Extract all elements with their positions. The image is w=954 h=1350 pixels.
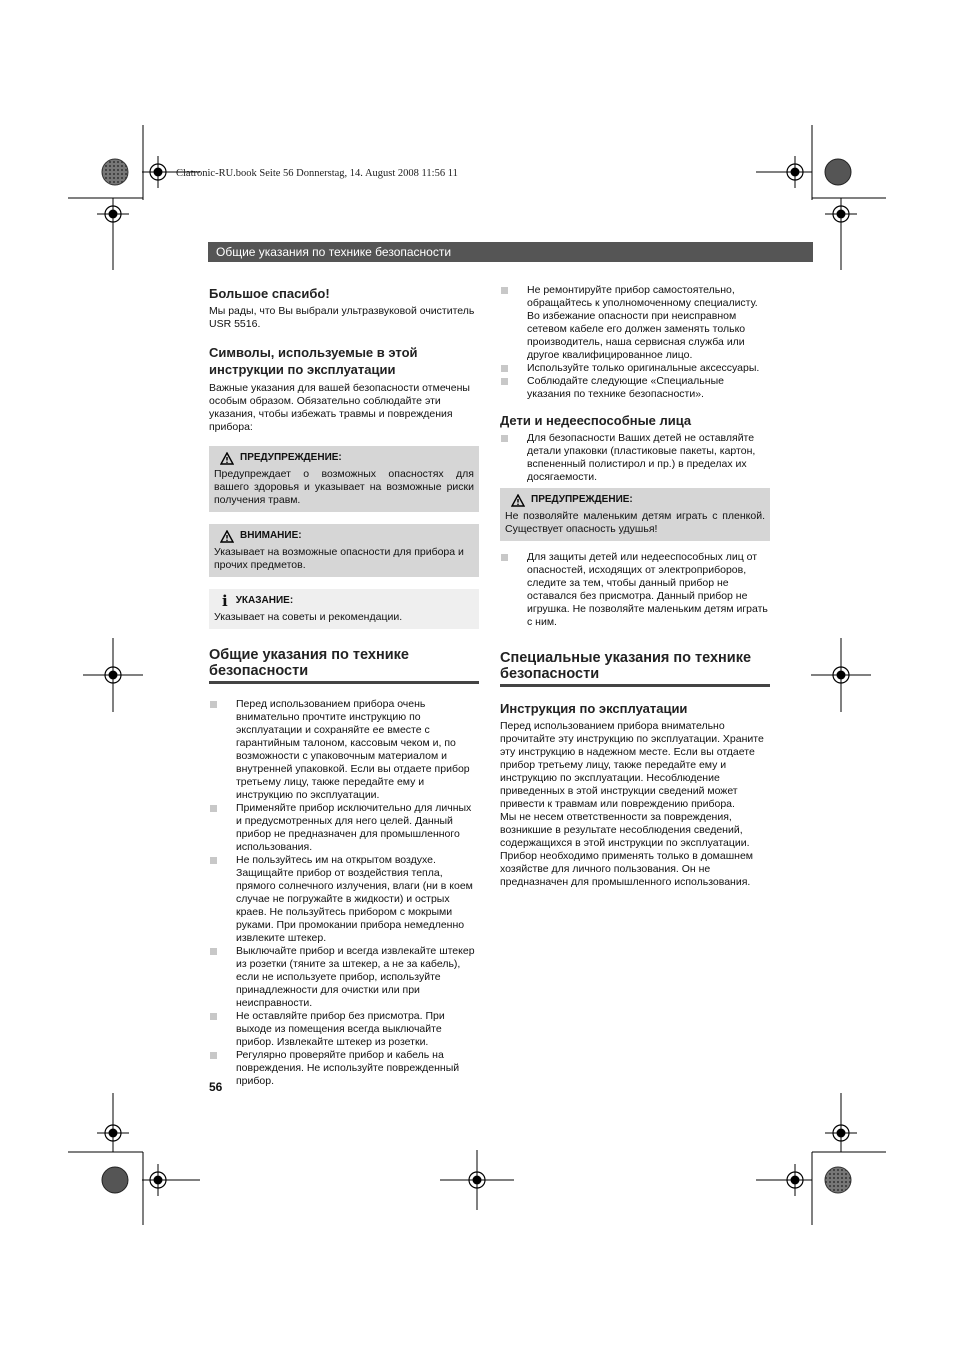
note-box — [209, 589, 479, 629]
color-dial-mark — [102, 159, 128, 185]
children-warning-title: ПРЕДУПРЕЖДЕНИЕ: — [531, 494, 633, 505]
section-header-title: Общие указания по технике безопасности — [216, 245, 452, 259]
warning-triangle-icon — [220, 452, 234, 465]
bullet-square-icon — [501, 378, 508, 385]
symbols-heading: Символы, используемые в этой инструкции по эксплуатации — [209, 345, 418, 377]
children-list-1 — [500, 432, 770, 484]
right-column — [500, 284, 770, 889]
list-item: Для защиты детей или недееспособных лиц от опасностей, исходящих от электроприборов, следите за тем, чтобы данный прибор не оставался без присмотра. Данный прибор не игрушка. Не позволяйте маленьким детям играть с ним. — [500, 551, 770, 629]
list-item: Применяйте прибор исключительно для личных и предусмотренных для него целей. Данный прибор не предназначен для промышленного использования. — [209, 802, 479, 854]
bullet-square-icon — [210, 805, 217, 812]
bullet-square-icon — [501, 554, 508, 561]
color-dial-mark — [102, 1167, 128, 1193]
bullet-square-icon — [210, 857, 217, 864]
registration-mark — [142, 1164, 174, 1196]
info-icon: i — [222, 592, 228, 610]
bullet-square-icon — [210, 948, 217, 955]
list-item: Не оставляйте прибор без присмотра. При выходе из помещения всегда выключайте прибор. Извлекайте штекер из розетки. — [209, 1010, 479, 1049]
registration-mark — [825, 198, 857, 230]
general-safety-heading-block — [209, 647, 479, 684]
bullet-square-icon — [210, 1052, 217, 1059]
page-number: 56 — [209, 1080, 223, 1094]
registration-mark — [142, 156, 174, 188]
children-warning-box — [500, 488, 770, 541]
crop-marks-top-left — [68, 125, 200, 270]
crop-marks-bottom-left — [68, 1093, 200, 1225]
children-warning-text: Не позволяйте маленьким детям играть с пленкой. Существует опасность удушья! — [505, 510, 765, 535]
list-item: Не пользуйтесь им на открытом воздухе. Защищайте прибор от воздействия тепла, прямого солнечного излучения, влаги (ни в коем случае не погружайте в жидкости) и острых краев. Не пользуйтесь прибором с мокрыми руками. При промокании прибора немедленно извлеките штекер. — [209, 854, 479, 945]
list-item: Соблюдайте следующие «Специальные указания по технике безопасности». — [500, 375, 770, 401]
caution-box — [209, 524, 479, 577]
list-item: Используйте только оригинальные аксессуары. — [500, 362, 770, 375]
instructions-paragraph: Перед использованием прибора внимательно прочитайте эту инструкцию по эксплуатации. Храните эту инструкцию в надежном месте. Если вы отдаете прибор третьему лицу, также передайте ему и инструкцию по эксплуатации. Несоблюдение приведенных в этой инструкции сведений может привести к травмам или повреждению прибора. — [500, 720, 764, 810]
special-safety-heading: Специальные указания по технике безопасности — [500, 650, 752, 682]
thanks-heading: Большое спасибо! — [209, 286, 330, 301]
color-dial-mark — [825, 159, 851, 185]
registration-mark — [779, 156, 811, 188]
note-box-text: Указывает на советы и рекомендации. — [214, 611, 403, 623]
crop-marks-bottom-right — [756, 1093, 886, 1225]
right-safety-list — [500, 284, 770, 401]
registration-mark — [779, 1164, 811, 1196]
children-list-2 — [500, 551, 770, 629]
print-info: Clatronic-RU.book Seite 56 Donnerstag, 14. August 2008 11:56 11 — [176, 168, 458, 179]
warning-box — [209, 446, 479, 512]
list-item: Для безопасности Ваших детей не оставляйте детали упаковки (пластиковые пакеты, картон, вспененный полистирол и пр.) в пределах их досягаемости. — [500, 432, 770, 484]
warning-box-title: ПРЕДУПРЕЖДЕНИЕ: — [240, 452, 342, 463]
bullet-square-icon — [210, 1013, 217, 1020]
color-dial-mark — [825, 1167, 851, 1193]
caution-box-title: ВНИМАНИЕ: — [240, 530, 302, 541]
instructions-paragraph: Мы не несем ответственности за повреждения, возникшие в результате несоблюдения сведений, содержащихся в этой инструкции по эксплуатации. Прибор необходимо применять только в домашнем хозяйстве для личного пользования. Он не предназначен для промышленного использования. — [500, 811, 754, 888]
general-safety-list — [209, 698, 479, 1088]
registration-mark — [825, 1117, 857, 1149]
general-safety-heading: Общие указания по технике безопасности — [209, 647, 409, 679]
symbols-text: Важные указания для вашей безопасности отмечены особым образом. Обязательно соблюдайте эти указания, чтобы избежать травмы и повреждения прибора: — [209, 382, 470, 433]
warning-triangle-icon — [220, 530, 234, 543]
note-box-title: УКАЗАНИЕ: — [235, 595, 294, 606]
warning-box-text: Предупреждает о возможных опасностях для вашего здоровья и указывает на возможные риски получения травм. — [214, 468, 474, 506]
caution-box-text: Указывает на возможные опасности для прибора и прочих предметов. — [214, 546, 464, 571]
left-column — [209, 286, 479, 1088]
list-item: Перед использованием прибора очень внимательно прочтите инструкцию по эксплуатации и сохраняйте ее вместе с гарантийным талоном, кассовым чеком и, по возможности с упаковочным материалом и внутренней упаковкой. Если вы отдаете прибор третьему лицу, также передайте ему и инструкцию по эксплуатации. — [209, 698, 479, 802]
bullet-square-icon — [501, 365, 508, 372]
bullet-square-icon — [210, 701, 217, 708]
list-item: Регулярно проверяйте прибор и кабель на повреждения. Не используйте поврежденный прибор. — [209, 1049, 479, 1088]
bullet-square-icon — [501, 435, 508, 442]
list-item: Не ремонтируйте прибор самостоятельно, обращайтесь к уполномоченному специалисту. Во избежание опасности при неисправном сетевом кабеле его должен заменять только производитель, наша сервисная служба или другое квалифицированное лицо. — [500, 284, 770, 362]
instructions-heading: Инструкция по эксплуатации — [500, 701, 688, 716]
registration-mark — [97, 198, 129, 230]
thanks-text: Мы рады, что Вы выбрали ультразвуковой очиститель USR 5516. — [209, 305, 475, 330]
children-heading: Дети и недееспособные лица — [500, 413, 692, 428]
section-header-bar — [208, 242, 813, 262]
bullet-square-icon — [501, 287, 508, 294]
list-item: Выключайте прибор и всегда извлекайте штекер из розетки (тяните за штекер, а не за кабель), если не используете прибор, используйте принадлежности для очистки или при неисправности. — [209, 945, 479, 1010]
warning-triangle-icon — [511, 494, 525, 507]
special-safety-heading-block — [500, 650, 770, 687]
registration-mark — [97, 1117, 129, 1149]
